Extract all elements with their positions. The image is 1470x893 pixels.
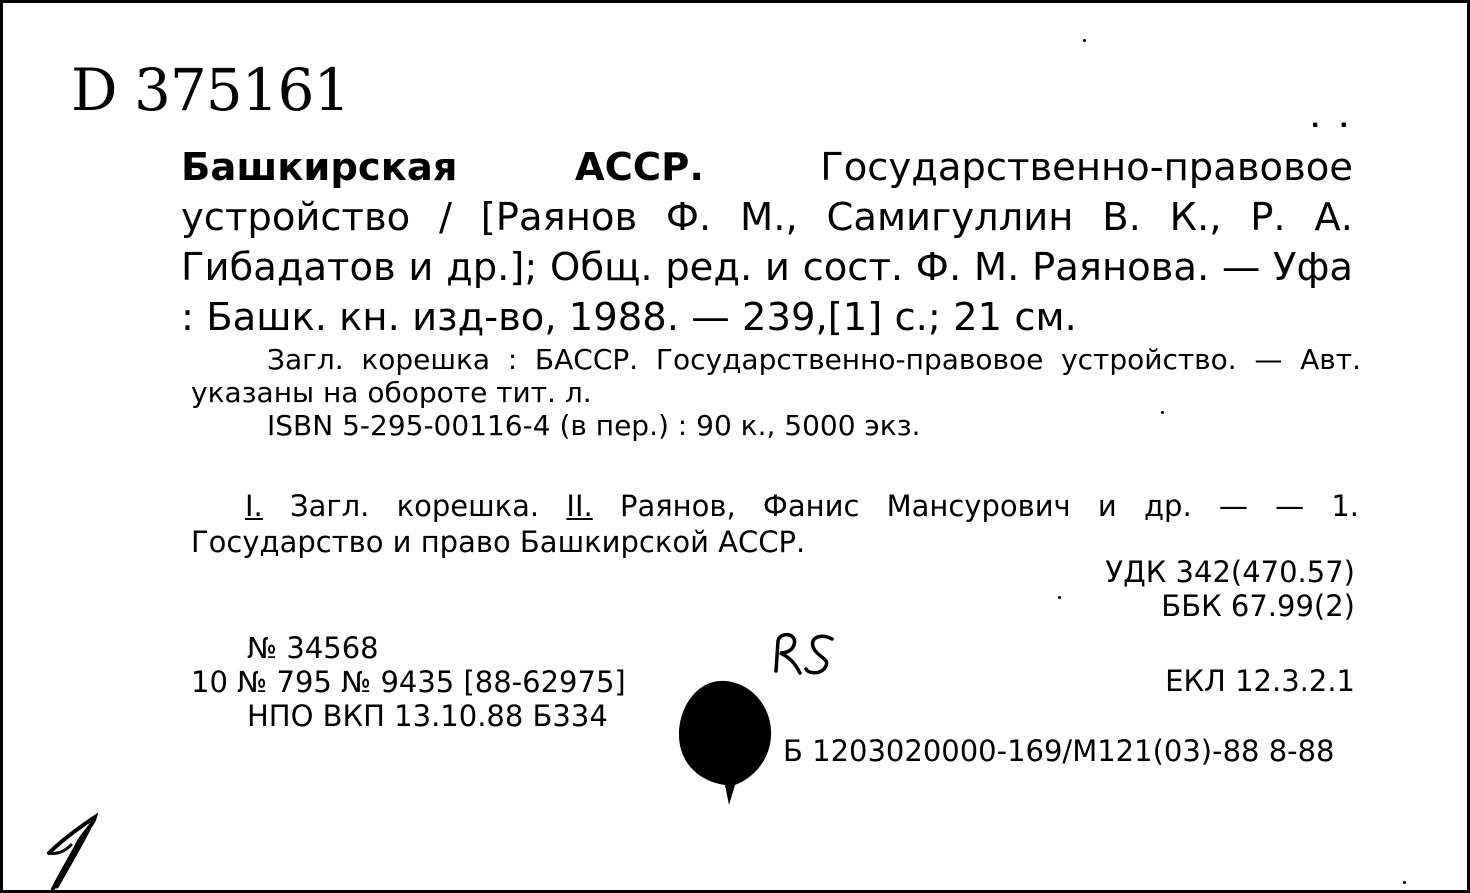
corner-mark: . . xyxy=(1311,101,1355,134)
print-run-line: 10 № 795 № 9435 [88-62975] xyxy=(191,665,626,699)
bbk-code: ББК 67.99(2) xyxy=(1161,589,1355,623)
tracing-item-2-text: Раянов, Фанис Мансурович и др. — — 1. Государство и право Башкирской АССР. xyxy=(191,489,1360,559)
entry-heading: Башкирская АССР. xyxy=(181,145,705,190)
tracing-item-1-number: I. xyxy=(245,489,263,523)
main-entry xyxy=(181,143,1353,343)
handwritten-page-mark xyxy=(43,811,101,893)
call-number: D 375161 xyxy=(71,56,350,124)
scan-speck xyxy=(1403,881,1406,884)
publication-code: Б 1203020000-169/М121(03)-88 8-88 xyxy=(783,734,1335,768)
ekl-code: ЕКЛ 12.3.2.1 xyxy=(1165,664,1355,698)
isbn-line: ISBN 5-295-00116-4 (в пер.) : 90 к., 5000 экз. xyxy=(267,409,921,442)
tracing-item-1-text: Загл. корешка. xyxy=(290,489,540,523)
scan-speck xyxy=(1083,39,1086,42)
scan-speck xyxy=(1161,411,1164,414)
notes-block xyxy=(191,343,1361,442)
classification-codes xyxy=(1105,555,1355,623)
entry-body: Государственно-правовое устройство / [Раянов Ф. М., Самигуллин В. К., Р. А. Гибадатов и др.]; Общ. ред. и сост. Ф. М. Раянова. — Уфа : Башк. кн. изд-во, 1988. — 239,[1] с.; 21 см. xyxy=(181,145,1353,340)
handwritten-initials-mark xyxy=(768,627,838,679)
order-info xyxy=(191,631,626,733)
tracing-block xyxy=(191,488,1359,560)
tracing-item-2-number: II. xyxy=(566,489,593,523)
ink-blot xyxy=(675,675,775,810)
spine-title-note: Загл. корешка : БАССР. Государственно-правовое устройство. — Авт. указаны на обороте тит. л. xyxy=(191,343,1361,409)
printer-line: НПО ВКП 13.10.88 Б334 xyxy=(247,699,608,733)
scan-speck xyxy=(1058,596,1061,599)
order-number: № 34568 xyxy=(247,631,379,665)
udk-code: УДК 342(470.57) xyxy=(1105,555,1355,589)
